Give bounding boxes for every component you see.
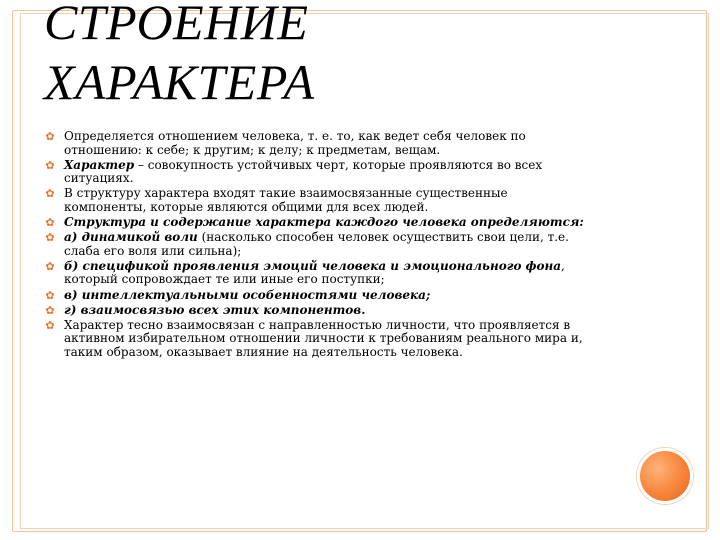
list-item bbox=[44, 187, 589, 214]
list-item bbox=[44, 130, 589, 157]
flower-bullet-icon: ✿ bbox=[45, 318, 55, 332]
flower-bullet-icon: ✿ bbox=[45, 158, 55, 172]
flower-bullet-icon: ✿ bbox=[45, 288, 55, 302]
flower-bullet-icon: ✿ bbox=[45, 187, 55, 201]
list-item-text: , который сопровождает те или иные его поступки; bbox=[64, 258, 565, 287]
list-item-text: Характер тесно взаимосвязан с направленностью личности, что проявляется в активном избирательном отношении личности к требованиям реального мира и, таким образом, оказывает влияние на деятельность человека. bbox=[64, 317, 583, 359]
list-item-text: – совокупность устойчивых черт, которые проявляются во всех ситуациях. bbox=[64, 157, 543, 186]
list-item-text: (насколько способен человек осуществить свои цели, т.е. слаба его воля или сильна); bbox=[64, 230, 569, 258]
flower-bullet-icon: ✿ bbox=[45, 303, 55, 317]
slide-title-line-1: СТРОЕНИЕ bbox=[44, 0, 309, 50]
list-item bbox=[44, 216, 589, 230]
list-item bbox=[44, 260, 589, 287]
slide-title-line-2: ХАРАКТЕРА bbox=[44, 54, 315, 110]
list-item bbox=[44, 159, 589, 186]
slide-title bbox=[44, 0, 315, 112]
list-item-emphasis: г) взаимосвязью всех этих компонентов. bbox=[64, 302, 366, 317]
list-item-emphasis: в) интеллектуальными особенностями человека; bbox=[64, 287, 431, 302]
flower-bullet-icon: ✿ bbox=[45, 231, 55, 245]
list-item bbox=[44, 304, 589, 318]
list-item-emphasis: б) спецификой проявления эмоций человека и эмоционального фона bbox=[64, 258, 561, 273]
flower-bullet-icon: ✿ bbox=[45, 130, 55, 143]
bullet-list bbox=[44, 130, 589, 361]
list-item-emphasis: а) динамикой воли bbox=[64, 230, 198, 245]
list-item bbox=[44, 289, 589, 303]
flower-bullet-icon: ✿ bbox=[45, 216, 55, 230]
list-item bbox=[44, 231, 589, 258]
list-item-text: В структуру характера входят такие взаимосвязанные существенные компоненты, которые являются общими для всех людей. bbox=[64, 186, 508, 214]
list-item bbox=[44, 319, 589, 360]
list-item-text: Определяется отношением человека, т. е. то, как ведет себя человек по отношению: к себе; к другим; к делу; к предметам, вещам. bbox=[64, 129, 526, 157]
list-item-emphasis: Структура и содержание характера каждого человека определяются: bbox=[64, 215, 584, 230]
flower-bullet-icon: ✿ bbox=[45, 259, 55, 273]
list-item-emphasis: Характер bbox=[64, 157, 135, 172]
decorative-orange-circle bbox=[637, 448, 693, 504]
